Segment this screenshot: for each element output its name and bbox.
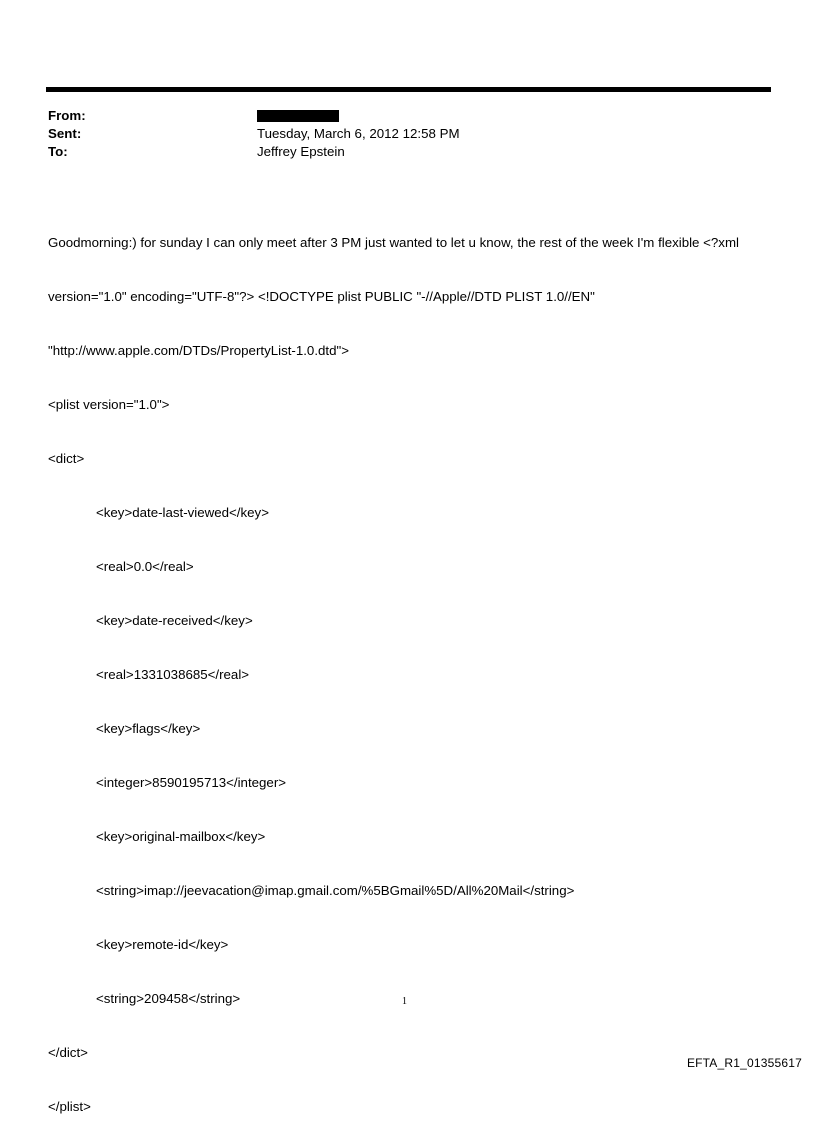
email-body (48, 198, 773, 1134)
document-id: EFTA_R1_01355617 (686, 1056, 802, 1070)
from-label: From: (48, 108, 86, 123)
body-line: <real>1331038685</real> (96, 667, 250, 682)
body-line: <dict> (48, 451, 85, 466)
redaction-bar (257, 110, 339, 122)
body-line: <string>imap://jeevacation@imap.gmail.com/%5BGmail%5D/All%20Mail</string> (96, 883, 575, 898)
body-line: <string>209458</string> (96, 991, 241, 1006)
page-number: 1 (402, 996, 407, 1007)
body-line: <key>remote-id</key> (96, 937, 229, 952)
body-line: version="1.0" encoding="UTF-8"?> <!DOCTYPE plist PUBLIC "-//Apple//DTD PLIST 1.0//EN" (48, 289, 595, 304)
body-line: Goodmorning:) for sunday I can only meet after 3 PM just wanted to let u know, the rest of the week I'm flexible <?xml (48, 235, 739, 250)
body-line: <real>0.0</real> (96, 559, 194, 574)
sent-value: Tuesday, March 6, 2012 12:58 PM (257, 126, 460, 141)
body-line: </plist> (48, 1099, 91, 1114)
to-value: Jeffrey Epstein (257, 144, 345, 159)
to-label: To: (48, 144, 68, 159)
body-line: </dict> (48, 1045, 88, 1060)
body-line: <key>flags</key> (96, 721, 201, 736)
body-line: <plist version="1.0"> (48, 397, 170, 412)
body-line: "http://www.apple.com/DTDs/PropertyList-1.0.dtd"> (48, 343, 349, 358)
body-line: <integer>8590195713</integer> (96, 775, 287, 790)
body-line: <key>original-mailbox</key> (96, 829, 266, 844)
header-divider (46, 87, 771, 92)
sent-label: Sent: (48, 126, 82, 141)
body-line: <key>date-received</key> (96, 613, 253, 628)
body-line: <key>date-last-viewed</key> (96, 505, 269, 520)
